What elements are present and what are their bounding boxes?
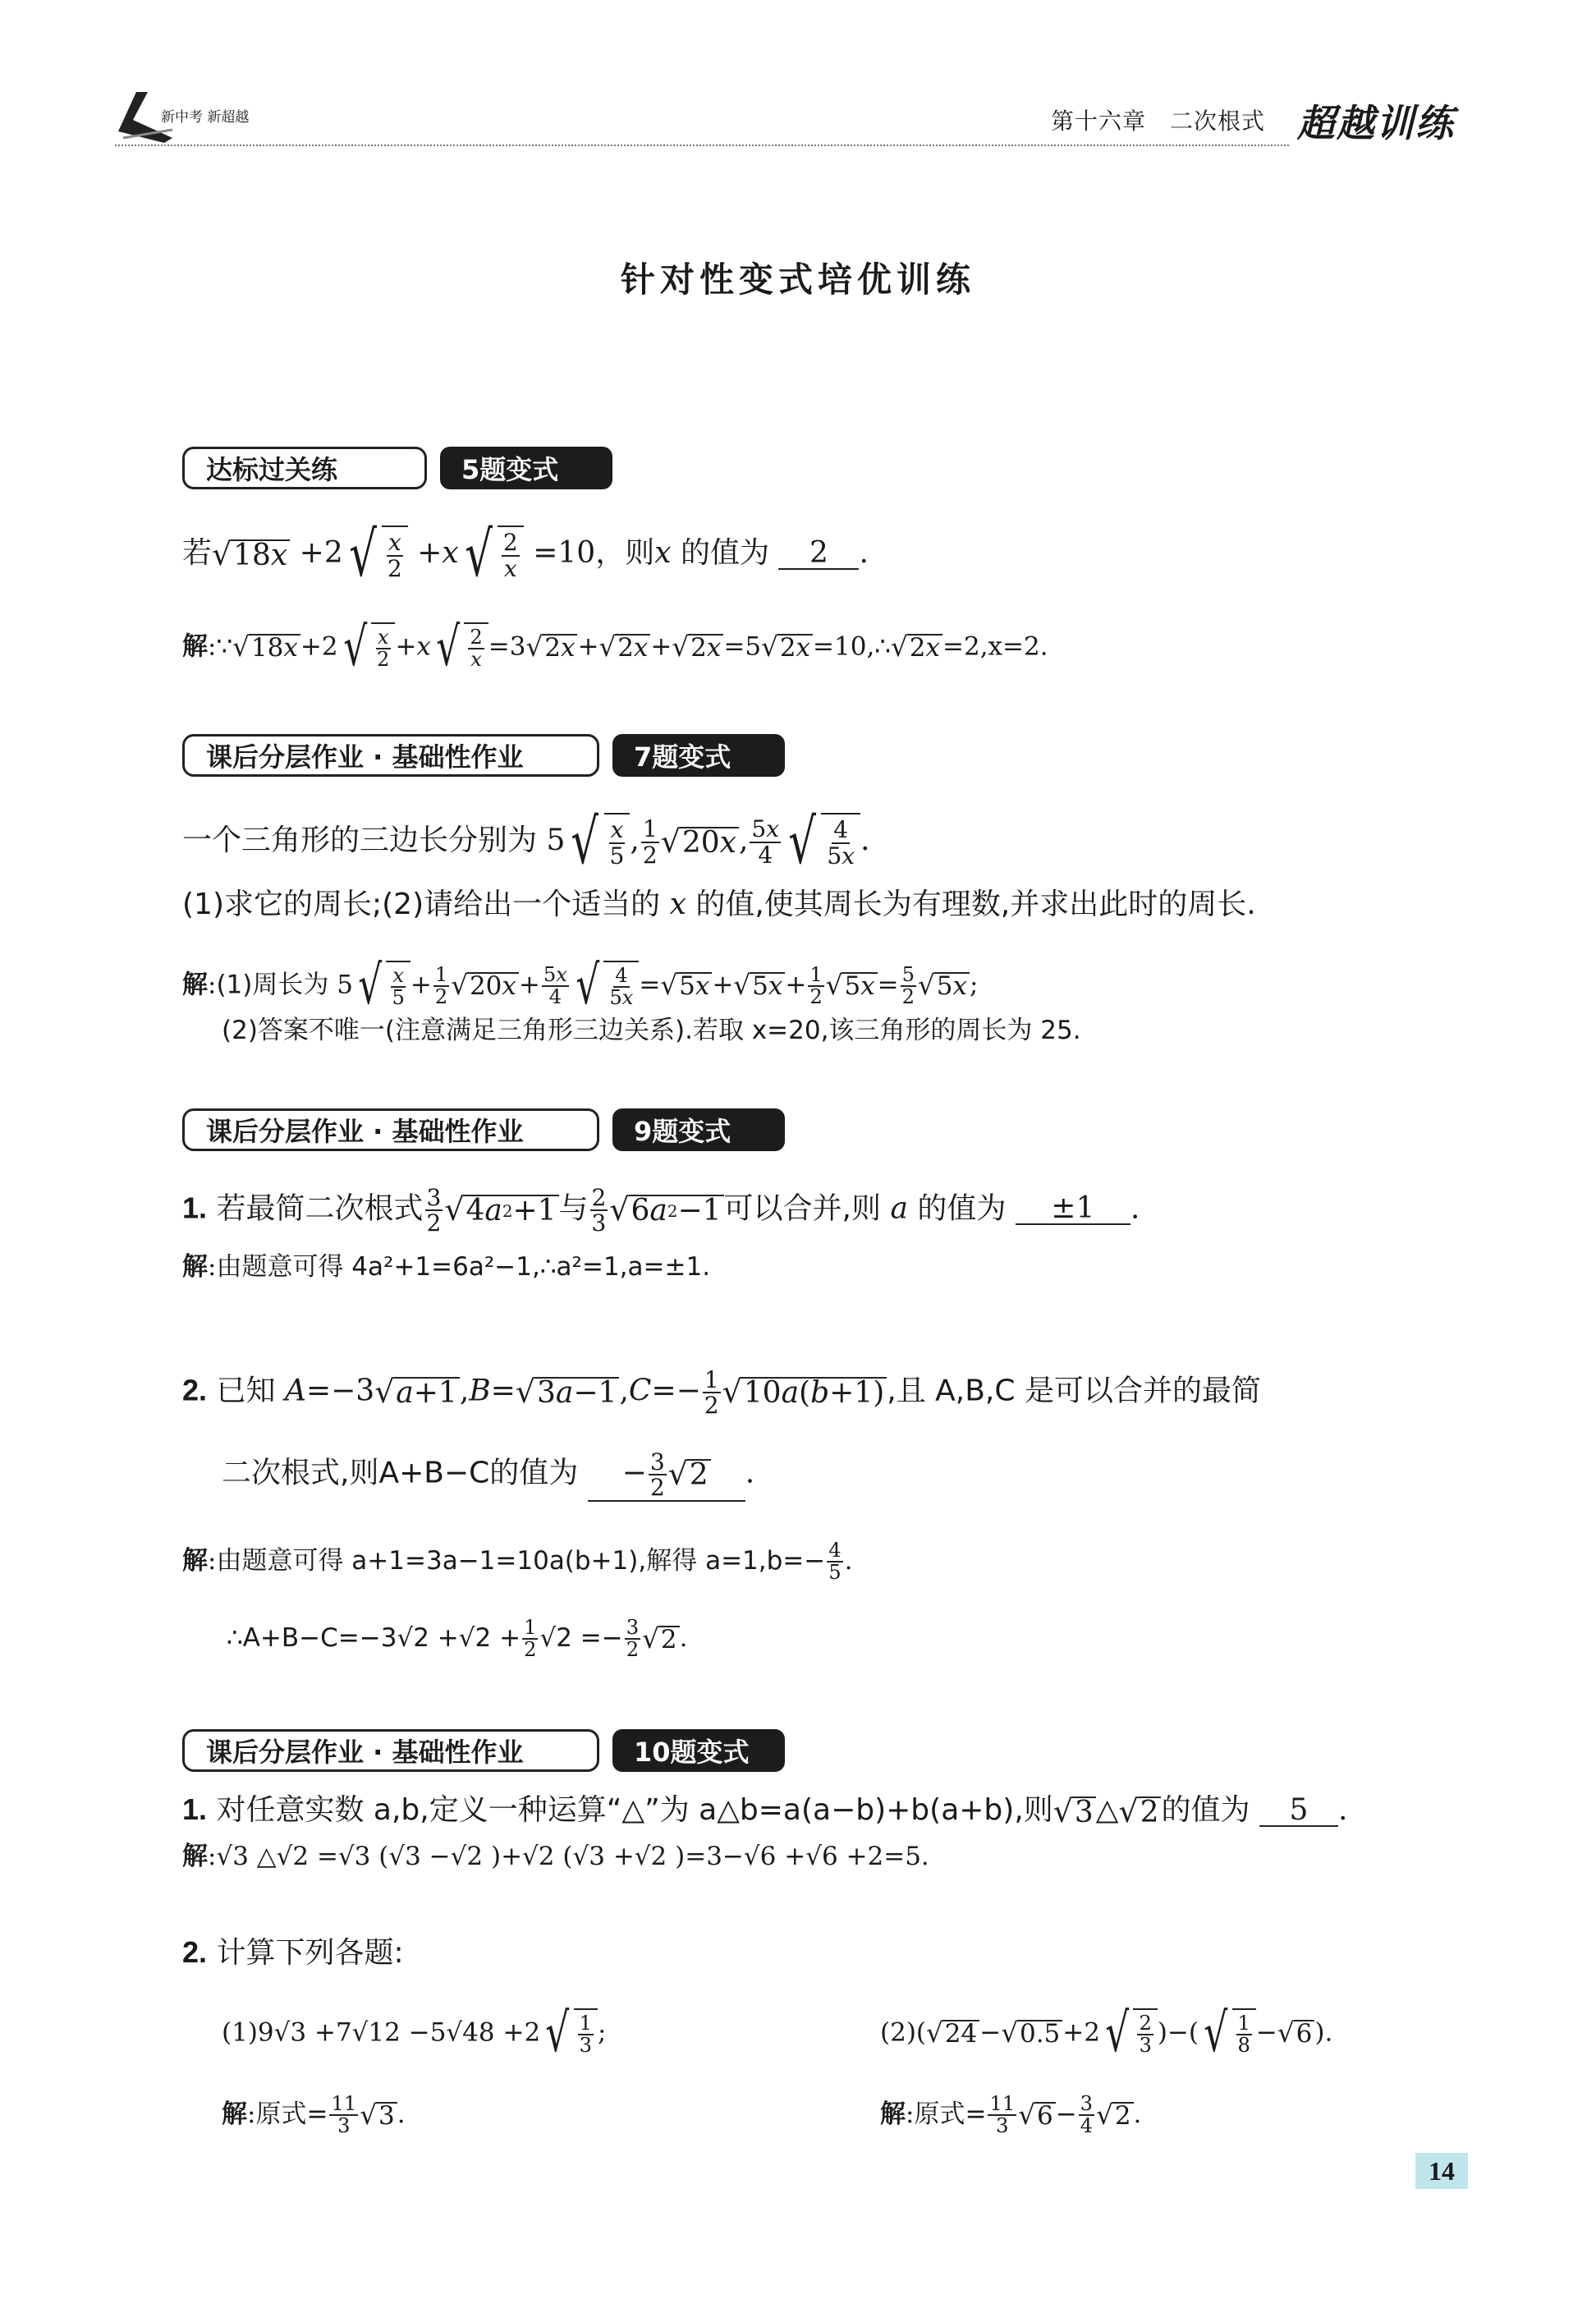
page-title: 针对性变式培优训练 (620, 259, 975, 300)
section-badge: 9题变式 (612, 1108, 785, 1151)
solution-line: (2)答案不唯一(注意满足三角形三边关系).若取 x=20,该三角形的周长为 25. (222, 1016, 1081, 1045)
header-chapter: 第十六章 二次根式 (1051, 108, 1266, 135)
section-badge: 10题变式 (612, 1729, 785, 1772)
answer-2: 解:原式= $\frac{11}{3}$ √ 6 − $\frac{3}{4}$ √ 2 . (880, 2092, 1142, 2138)
question-line: 2. 已知 A=−3 √ a +1 ,B= √ 3 a −1 ,C=− $\frac{1}{2}$ √ 10 a ( b +1) ,且 A,B,C 是可以合并的最简 (182, 1366, 1261, 1420)
solution-line: 解:√3 △√2 =√3 (√3 −√2 )+√2 (√3 +√2 )=3−√6 +√6 +2=5. (182, 1842, 929, 1871)
question-line: 2. 计算下列各题: (182, 1935, 404, 1970)
answer-blank: ±1 (1016, 1194, 1130, 1225)
question-line: (1)求它的周长;(2)请给出一个适当的 x 的值,使其周长为有理数,并求出此时的周长. (182, 888, 1256, 921)
section-badge: 5题变式 (440, 447, 612, 489)
header-series: 超越训练 (1297, 101, 1455, 145)
answer-1: 解:原式= $\frac{11}{3}$ √ 3 . (222, 2092, 406, 2138)
answer-blank: − $\frac{3}{2}$ √ 2 (588, 1450, 745, 1502)
question-line: 若 √ 18 x +2 √ x 2 +x √ 2 x =10，则x 的值为 2 . (182, 518, 869, 590)
answer-blank: 5 (1259, 1796, 1338, 1827)
section-tag: 达标过关练 (182, 447, 427, 489)
question-line: 1. 若最简二次根式 $\frac{3}{2}$ √ 4 a 2 +1 与 $\frac{2}{3}$ √ 6 a 2 −1 可以合并,则 a 的值为 ±1 . (182, 1184, 1140, 1237)
page-number: 14 (1415, 2153, 1468, 2189)
solution-line: 解:由题意可得 4a²+1=6a²−1,∴a²=1,a=±1. (182, 1252, 711, 1282)
section-tag: 课后分层作业 · 基础性作业 (182, 1108, 599, 1151)
header-brand: 新中考 新超越 (161, 109, 250, 126)
solution-line: ∴A+B−C=−3√2 +√2 + $\frac{1}{2}$ √2 =− $\frac{3}{2}$ √ 2 . (227, 1616, 688, 1662)
section-tag: 课后分层作业 · 基础性作业 (182, 1729, 599, 1772)
header-divider (115, 145, 1289, 146)
question-line: 1. 对任意实数 a,b,定义一种运算“△”为 a△b=a(a−b)+b(a+b),则 √ 3 △ √ 2 的值为 5 . (182, 1792, 1348, 1829)
answer-blank: 2 (778, 539, 859, 570)
solution-line: 解:∵ √ 18 x +2 √ x 2 +x √ 2 x =3 √ 2 x + √ 2 x + √ 2 x =5 √ 2 x =10,∴ √ 2 x =2,x=2. (182, 617, 1048, 678)
problem-2: (2)( √ 24 − √ 0.5 +2 √ 2 3 )−( √ 1 8 − √ 6 ). (880, 2003, 1333, 2064)
solution-line: 解:由题意可得 a+1=3a−1=10a(b+1),解得 a=1,b=− $\frac{4}{5}$ . (182, 1539, 853, 1585)
section-badge: 7题变式 (612, 734, 785, 777)
section-tag: 课后分层作业 · 基础性作业 (182, 734, 599, 777)
question-line: 二次根式,则A+B−C的值为 − $\frac{3}{2}$ √ 2 . (222, 1448, 755, 1502)
question-line: 一个三角形的三边长分别为 5 √ x 5 , $\frac{1}{2}$ √ 20 x , $\frac{5x}{4}$ √ 4 5x . (182, 805, 870, 878)
problem-1: (1)9√3 +7√12 −5√48 +2 √ 1 3 ; (222, 2003, 607, 2064)
solution-line: 解:(1)周长为 5 √ x 5 + $\frac{1}{2}$ √ 20 x + $\frac{5x}{4}$ √ 4 5x = √ 5 x + √ 5 x + $\frac{1}{2}$ √ 5 x = $\frac{5}{2}$ √ 5 x ; (182, 955, 979, 1016)
